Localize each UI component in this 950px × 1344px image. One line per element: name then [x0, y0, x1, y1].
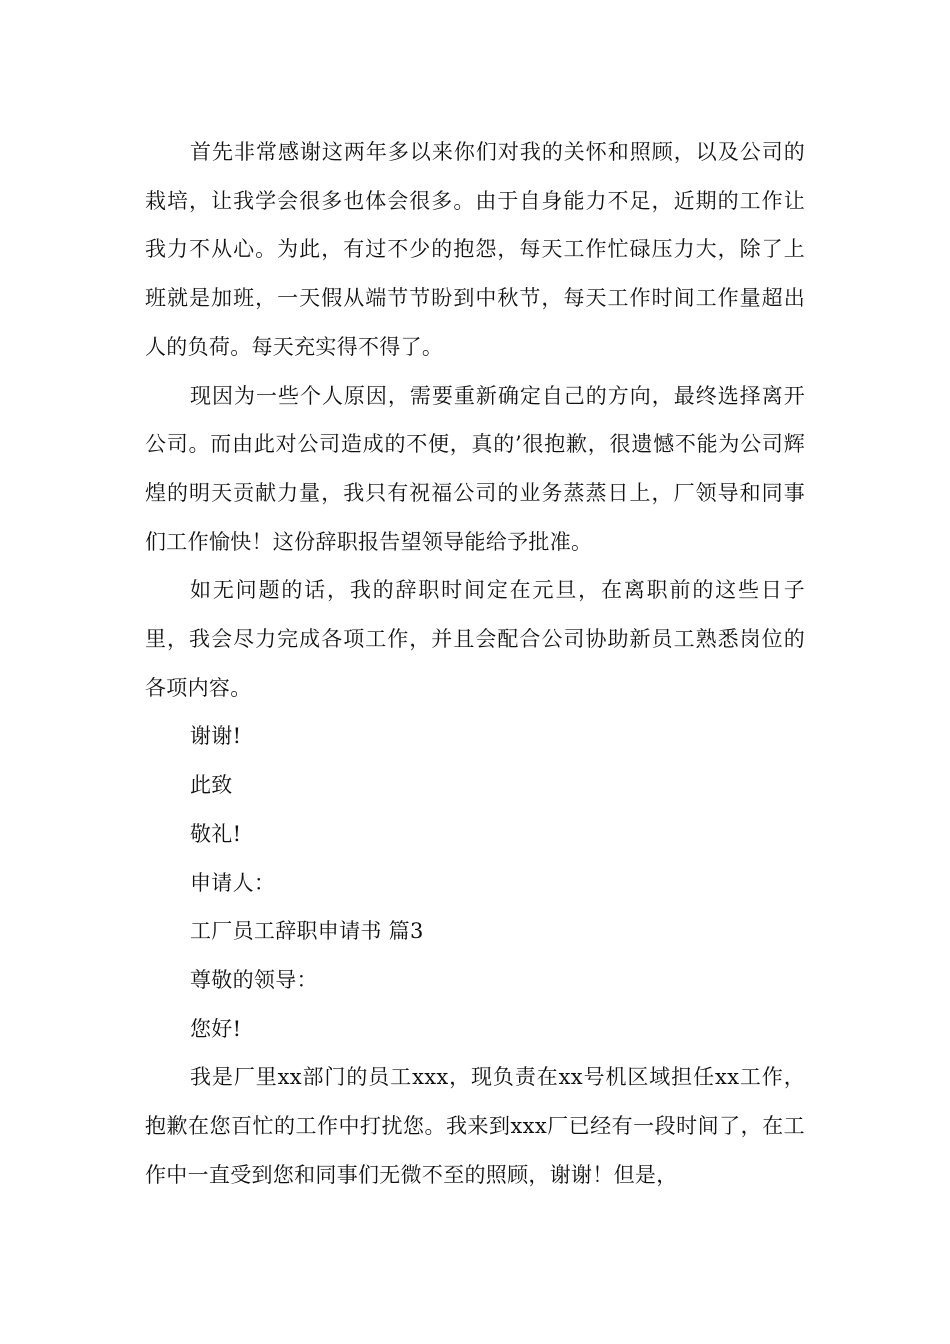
- paragraph-introduction: 我是厂里xx部门的员工xxx，现负责在xx号机区域担任xx工作，抱歉在您百忙的工作中打扰您。我来到xxx厂已经有一段时间了，在工作中一直受到您和同事们无微不至的照顾，谢谢！但是，: [145, 1065, 805, 1187]
- section-title: 工厂员工辞职申请书 篇3: [190, 919, 424, 944]
- greeting: 您好!: [190, 1016, 242, 1041]
- closing-thanks: 谢谢!: [190, 724, 242, 749]
- paragraph-reason: 现因为一些个人原因，需要重新确定自己的方向，最终选择离开公司。而由此对公司造成的不便，真的’很抱歉，很遗憾不能为公司辉煌的明天贡献力量，我只有祝福公司的业务蒸蒸日上，厂领导和同事们工作愉快！这份辞职报告望领导能给予批准。: [145, 383, 805, 554]
- document-body: [145, 128, 805, 1199]
- paragraph-resignation-date: 如无问题的话，我的辞职时间定在元旦，在离职前的这些日子里，我会尽力完成各项工作，并且会配合公司协助新员工熟悉岗位的各项内容。: [145, 578, 805, 700]
- applicant-label: 申请人：: [190, 870, 276, 895]
- closing-jing-li: 敬礼!: [190, 821, 242, 846]
- paragraph-gratitude: 首先非常感谢这两年多以来你们对我的关怀和照顾，以及公司的栽培，让我学会很多也体会很多。由于自身能力不足，近期的工作让我力不从心。为此，有过不少的抱怨，每天工作忙碌压力大，除了上班就是加班，一天假从端节节盼到中秋节，每天工作时间工作量超出人的负荷。每天充实得不得了。: [145, 140, 805, 359]
- salutation: 尊敬的领导：: [190, 967, 318, 992]
- closing-ci-zhi: 此致: [190, 773, 233, 798]
